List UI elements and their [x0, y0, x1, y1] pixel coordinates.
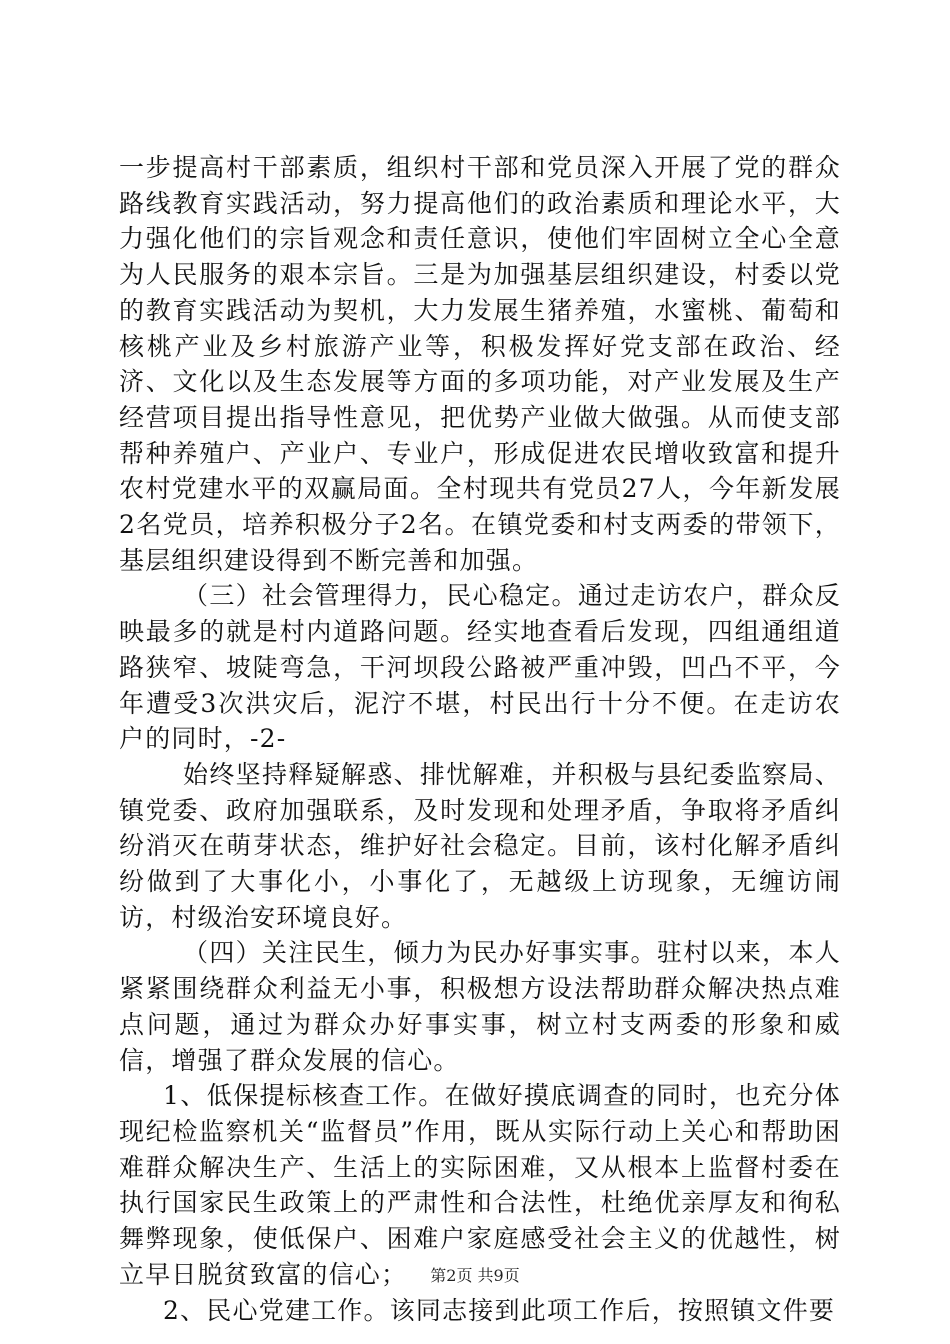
paragraph-livelihood: （四）关注民生，倾力为民办好事实事。驻村以来，本人紧紧围绕群众利益无小事，积极想方设法帮助群众解决热点难点问题，通过为群众办好事实事，树立村支两委的形象和威信，增强了群众发展的信心。 [119, 938, 841, 1075]
paragraph-dispute-resolution: 始终坚持释疑解惑、排忧解难，并积极与县纪委监察局、镇党委、政府加强联系，及时发现和处理矛盾，争取将矛盾纠纷消灭在萌芽状态，维护好社会稳定。目前，该村化解矛盾纠纷做到了大事化小，小事化了，无越级上访现象，无缠访闹访，村级治安环境良好。 [119, 759, 841, 932]
paragraph-party-building-work: 2、民心党建工作。该同志接到此项工作后，按照镇文件要 [163, 1295, 836, 1325]
paragraph-party-building-continued: 一步提高村干部素质，组织村干部和党员深入开展了党的群众路线教育实践活动，努力提高他们的政治素质和理论水平，大力强化他们的宗旨观念和责任意识，使他们牢固树立全心全意为人民服务的艰本宗旨。三是为加强基层组织建设，村委以党的教育实践活动为契机，大力发展生猪养殖，水蜜桃、葡萄和核桃产业及乡村旅游产业等，积极发挥好党支部在政治、经济、文化以及生态发展等方面的多项功能，对产业发展及生产经营项目提出指导性意见，把优势产业做大做强。从而使支部帮种养殖户、产业户、专业户，形成促进农民增收致富和提升农村党建水平的双赢局面。全村现共有党员27人，今年新发展2名党员，培养积极分子2名。在镇党委和村支两委的带领下，基层组织建设得到不断完善和加强。 [119, 153, 841, 575]
document-body [119, 150, 841, 1328]
page-number-footer: 第2页 共9页 [430, 1266, 520, 1285]
paragraph-low-income-check: 1、低保提标核查工作。在做好摸底调查的同时，也充分体现纪检监察机关“监督员”作用，既从实际行动上关心和帮助困难群众解决生产、生活上的实际困难，又从根本上监督村委在执行国家民生政策上的严肃性和合法性，杜绝优亲厚友和徇私舞弊现象，使低保户、困难户家庭感受社会主义的优越性，树立早日脱贫致富的信心； [119, 1081, 841, 1289]
paragraph-social-management: （三）社会管理得力，民心稳定。通过走访农户，群众反映最多的就是村内道路问题。经实地查看后发现，四组通组道路狭窄、坡陡弯急，干河坝段公路被严重冲毁，凹凸不平，今年遭受3次洪灾后，泥泞不堪，村民出行十分不便。在走访农户的同时，-2- [119, 581, 841, 754]
